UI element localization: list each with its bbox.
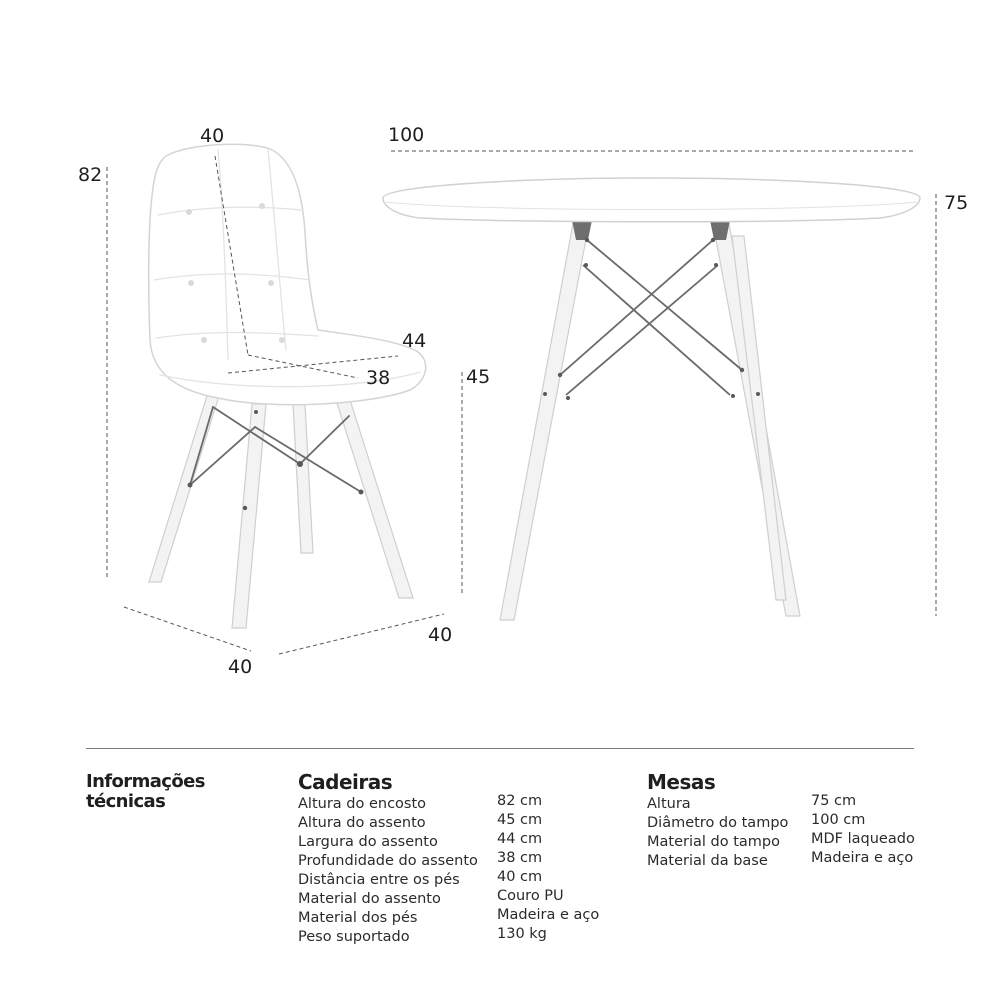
spec-row (647, 852, 947, 871)
spec-label: Diâmetro do tampo (647, 815, 789, 831)
spec-value: Madeira e aço (497, 907, 600, 923)
spec-value: 100 cm (811, 812, 866, 828)
spec-value: 40 cm (497, 869, 543, 885)
spec-label: Material da base (647, 853, 768, 869)
table-diameter-label: 100 (388, 124, 425, 146)
chairs-heading: Cadeiras (298, 770, 393, 794)
specs-title-line1: Informações (86, 771, 205, 792)
seat-width-label: 44 (402, 330, 427, 352)
chair-width-label: 40 (200, 125, 225, 147)
spec-value: 75 cm (811, 793, 857, 809)
seat-height-label: 45 (466, 366, 491, 388)
spec-row (298, 909, 618, 928)
spec-row (647, 795, 947, 814)
chairs-spec-list (298, 795, 618, 947)
spec-value: Couro PU (497, 888, 564, 904)
spec-row (298, 852, 618, 871)
spec-label: Material do assento (298, 891, 441, 907)
spec-label: Material dos pés (298, 910, 418, 926)
spec-label: Altura do encosto (298, 796, 427, 812)
specs-title-line2: técnicas (86, 791, 166, 812)
spec-label: Profundidade do assento (298, 853, 478, 869)
tables-spec-list (647, 795, 947, 871)
spec-value: 130 kg (497, 926, 547, 942)
spec-value: 38 cm (497, 850, 543, 866)
spec-value: 44 cm (497, 831, 543, 847)
spec-value: 82 cm (497, 793, 543, 809)
spec-label: Altura (647, 796, 691, 812)
spec-label: Altura do assento (298, 815, 426, 831)
spec-row (298, 871, 618, 890)
spec-label: Distância entre os pés (298, 872, 460, 888)
table-height-label: 75 (944, 192, 969, 214)
chair-height-label: 82 (78, 164, 103, 186)
section-divider (86, 748, 914, 749)
chair-base-right-label: 40 (428, 624, 453, 646)
spec-label: Largura do assento (298, 834, 438, 850)
spec-row (298, 833, 618, 852)
spec-value: 45 cm (497, 812, 543, 828)
spec-value: Madeira e aço (811, 850, 914, 866)
spec-label: Peso suportado (298, 929, 410, 945)
spec-value: MDF laqueado (811, 831, 915, 847)
spec-label: Material do tampo (647, 834, 780, 850)
spec-row (298, 795, 618, 814)
chair-base-left-label: 40 (228, 656, 253, 678)
spec-row (298, 814, 618, 833)
tables-heading: Mesas (647, 770, 716, 794)
seat-depth-label: 38 (366, 367, 391, 389)
specs-title (86, 772, 205, 812)
spec-row (298, 928, 618, 947)
table-drawing (383, 178, 920, 620)
